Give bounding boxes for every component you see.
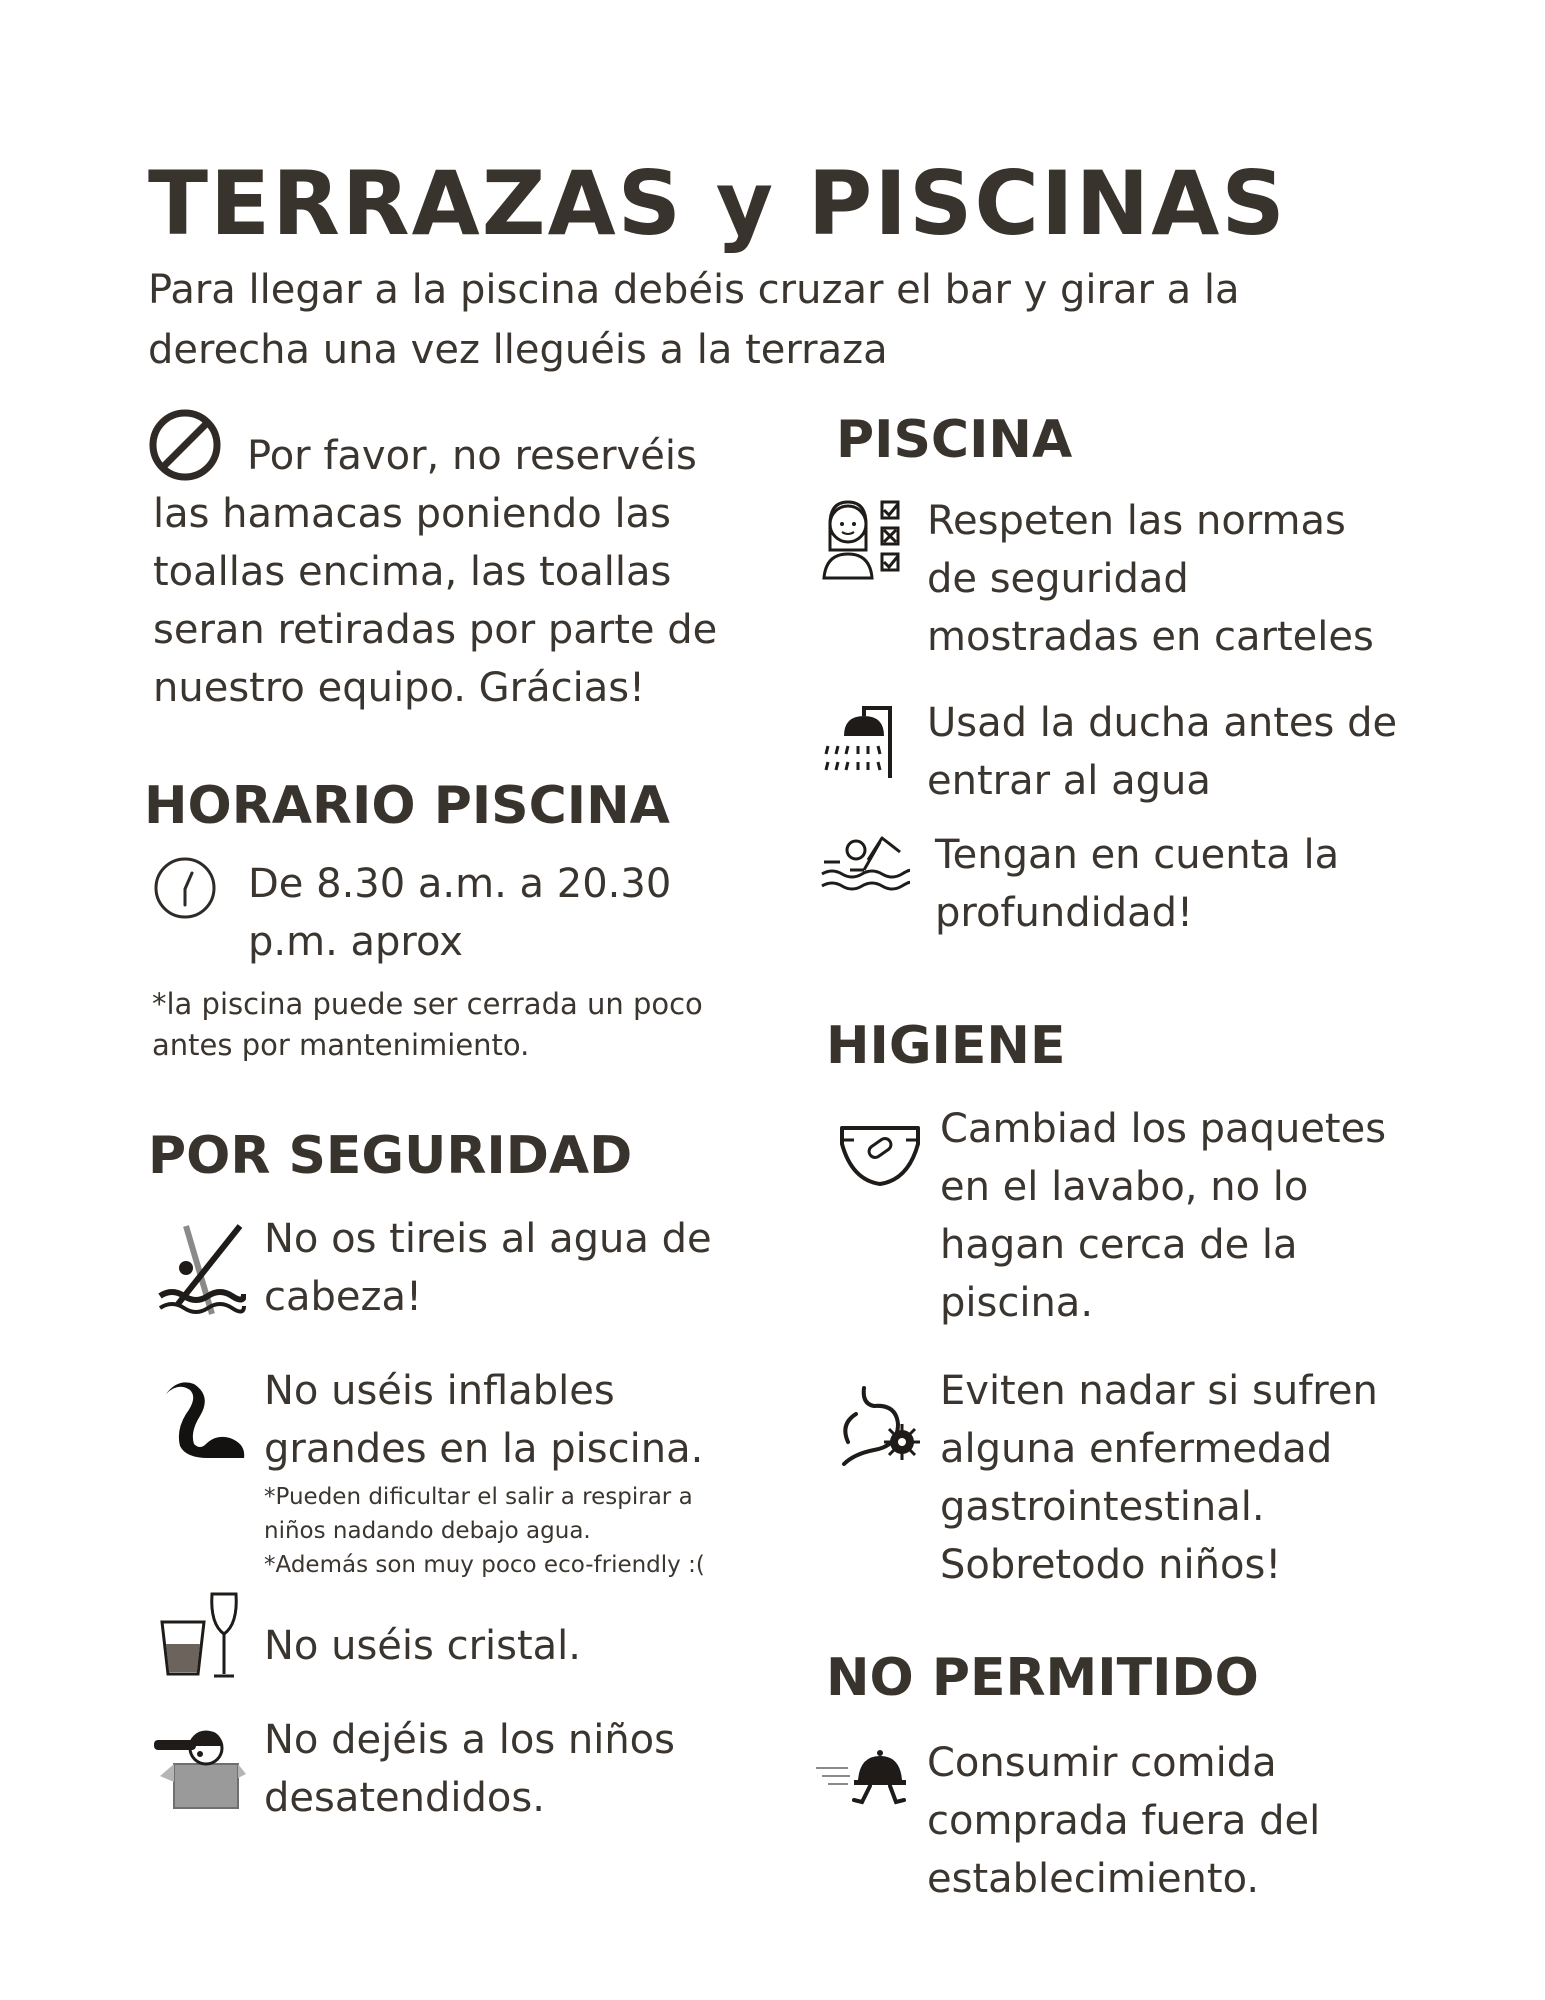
note-line: *Pueden dificultar el salir a respirar a [264, 1484, 693, 1510]
item-line: grandes en la piscina. [264, 1426, 704, 1472]
hours-line: De 8.30 a.m. a 20.30 [248, 861, 672, 907]
seguridad-heading: POR SEGURIDAD [148, 1126, 633, 1186]
lifeguard-checklist-icon [820, 498, 904, 582]
item-line: Sobretodo niños! [940, 1542, 1282, 1588]
item-line: Cambiad los paquetes [940, 1106, 1387, 1152]
reserve-line: nuestro equipo. Grácias! [153, 665, 646, 711]
item-line: No dejéis a los niños [264, 1717, 675, 1763]
horario-heading: HORARIO PISCINA [144, 776, 670, 836]
item-line: desatendidos. [264, 1775, 545, 1821]
page-subtitle: Para llegar a la piscina debéis cruzar el bar y girar a la derecha una vez lleguéis a la terraza [148, 267, 1240, 373]
higiene-heading: HIGIENE [826, 1016, 1066, 1076]
note-line: *la piscina puede ser cerrada un poco [152, 987, 703, 1021]
item-line: piscina. [940, 1280, 1094, 1326]
note-line: niños nadando debajo agua. [264, 1518, 591, 1544]
no-permitido-item-comida [927, 1734, 1320, 1908]
higiene-item-enfermedad [940, 1362, 1378, 1594]
seguridad-item-ninos [264, 1711, 675, 1827]
inflables-notes [264, 1480, 705, 1582]
horario-note [152, 984, 703, 1066]
item-line: comprada fuera del [927, 1798, 1321, 1844]
item-line: Tengan en cuenta la [935, 832, 1340, 878]
horario-hours [248, 855, 671, 971]
item-line: No os tireis al agua de [264, 1216, 712, 1262]
piscina-item-normas [927, 492, 1374, 666]
glass-icon [158, 1590, 242, 1680]
item-line: gastrointestinal. [940, 1484, 1265, 1530]
item-line: Consumir comida [927, 1740, 1277, 1786]
reserve-notice [153, 427, 717, 717]
no-permitido-heading: NO PERMITIDO [826, 1648, 1259, 1708]
reserve-line: Por favor, no reservéis [247, 433, 697, 479]
seguridad-item-cristal [264, 1617, 581, 1675]
piscina-heading: PISCINA [836, 410, 1073, 470]
item-line: establecimiento. [927, 1856, 1260, 1902]
item-line: No uséis inflables [264, 1368, 615, 1414]
item-line: alguna enfermedad [940, 1426, 1333, 1472]
piscina-item-ducha [927, 694, 1397, 810]
piscina-item-profundidad [935, 826, 1339, 942]
item-line: cabeza! [264, 1274, 423, 1320]
child-watch-icon [150, 1720, 246, 1812]
hours-line: p.m. aprox [248, 919, 463, 965]
item-line: Eviten nadar si sufren [940, 1368, 1378, 1414]
item-line: mostradas en carteles [927, 614, 1374, 660]
page-title: TERRAZAS y PISCINAS [148, 152, 1287, 255]
no-diving-icon [156, 1222, 246, 1318]
seguridad-item-diving [264, 1210, 712, 1326]
food-delivery-icon [814, 1746, 914, 1816]
clock-icon [152, 855, 218, 921]
stomach-virus-icon [834, 1384, 924, 1468]
diaper-icon [838, 1120, 922, 1188]
shower-icon [820, 702, 900, 782]
item-line: de seguridad [927, 556, 1189, 602]
item-line: en el lavabo, no lo [940, 1164, 1309, 1210]
higiene-item-paquetes [940, 1100, 1386, 1332]
note-line: *Además son muy poco eco-friendly :( [264, 1552, 705, 1578]
item-line: profundidad! [935, 890, 1194, 936]
item-line: Respeten las normas [927, 498, 1346, 544]
reserve-line: seran retiradas por parte de [153, 607, 718, 653]
reserve-line: toallas encima, las toallas [153, 549, 672, 595]
item-line: hagan cerca de la [940, 1222, 1298, 1268]
swan-float-icon [160, 1380, 250, 1462]
seguridad-item-inflables [264, 1362, 703, 1478]
reserve-line: las hamacas poniendo las [153, 491, 671, 537]
item-line: entrar al agua [927, 758, 1211, 804]
item-line: No uséis cristal. [264, 1623, 581, 1669]
swimmer-icon [820, 830, 910, 900]
item-line: Usad la ducha antes de [927, 700, 1398, 746]
note-line: antes por mantenimiento. [152, 1028, 530, 1062]
